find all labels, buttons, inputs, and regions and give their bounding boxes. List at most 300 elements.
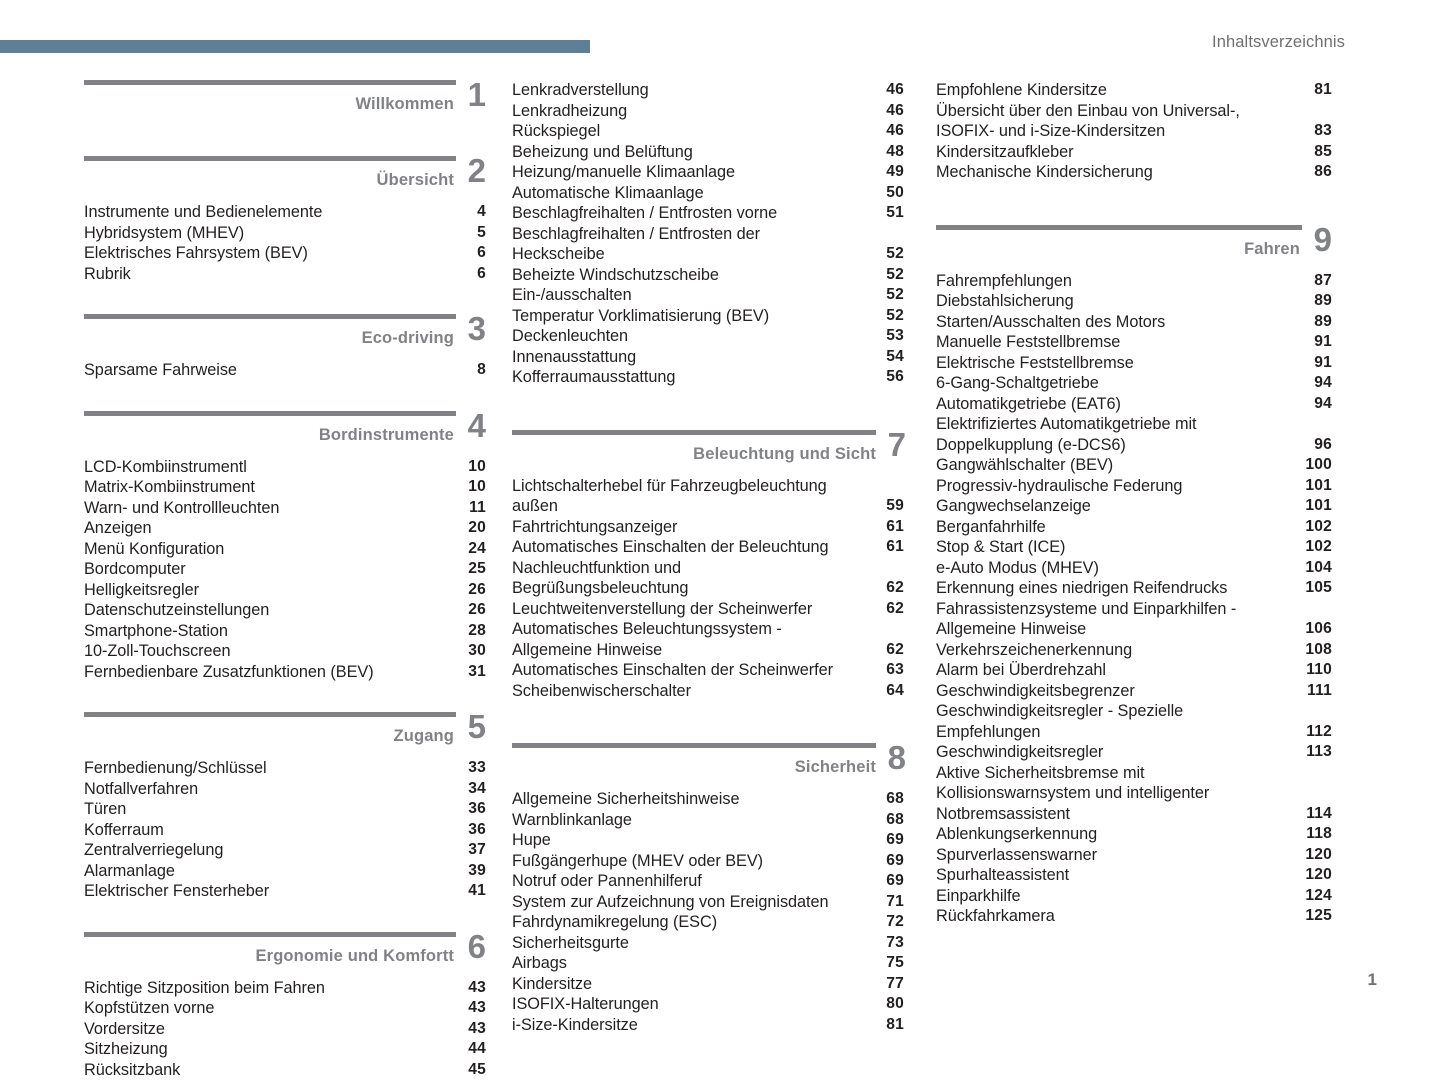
toc-entry-label: ISOFIX- und i-Size-Kindersitzen [936, 122, 1166, 140]
toc-section-number: 8 [887, 739, 906, 776]
toc-entry[interactable] [936, 804, 1332, 825]
toc-entry-page-number: 85 [1314, 142, 1332, 160]
toc-entry[interactable] [512, 619, 906, 640]
toc-entry-page-number: 48 [886, 142, 904, 160]
toc-entry-label: Alarm bei Überdrehzahl [936, 661, 1106, 679]
toc-entry-page-number: 94 [1314, 374, 1332, 391]
toc-entry-label: Empfohlene Kindersitze [936, 81, 1107, 99]
toc-entry-page-number: 10 [468, 478, 486, 495]
toc-entry-label: Beheizte Windschutzscheibe [512, 265, 719, 284]
toc-entry-label: Smartphone-Station [84, 621, 228, 640]
toc-entry-page-number: 61 [886, 538, 904, 555]
toc-entry[interactable] [84, 621, 486, 642]
toc-entry[interactable] [84, 641, 486, 662]
toc-entry-label: Fußgängerhupe (MHEV oder BEV) [512, 851, 764, 870]
toc-section [84, 927, 486, 1081]
toc-entry-label: Fahrtrichtungsanzeiger [512, 517, 678, 536]
toc-entry-page-number: 75 [886, 954, 904, 971]
toc-entry[interactable] [84, 223, 486, 244]
toc-entry-page-number: 4 [477, 203, 486, 220]
toc-entry-page-number: 61 [886, 517, 904, 535]
toc-entry-label: Automatisches Beleuchtungssystem - [512, 620, 782, 638]
toc-entry-label: Notbremsassistent [936, 804, 1070, 823]
toc-entry[interactable] [512, 953, 906, 974]
toc-entry-page-number: 44 [468, 1040, 486, 1057]
toc-entry-page-number: 69 [886, 831, 904, 848]
toc-entry-label: Allgemeine Hinweise [936, 620, 1087, 638]
toc-entry-label: Innenausstattung [512, 347, 637, 366]
toc-entry-page-number: 52 [886, 265, 904, 283]
toc-entry-page-number: 43 [468, 978, 486, 996]
toc-section-title: Ergonomie und Komfortt [255, 946, 454, 965]
toc-entry-page-number: 46 [886, 122, 904, 139]
toc-section-header[interactable] [84, 152, 486, 202]
toc-entry-page-number: 101 [1305, 476, 1332, 494]
toc-entry[interactable] [512, 517, 906, 538]
toc-entry[interactable] [936, 763, 1332, 784]
toc-section-number: 6 [467, 927, 486, 965]
toc-entry-page-number: 106 [1305, 620, 1332, 637]
toc-entry-page-number: 43 [468, 1019, 486, 1037]
toc-entry-page-number: 41 [468, 882, 486, 899]
toc-entry-page-number: 96 [1314, 435, 1332, 453]
toc-entry[interactable] [84, 799, 486, 820]
toc-entry-label: Türen [84, 800, 127, 818]
toc-entry[interactable] [512, 660, 906, 681]
toc-entry[interactable] [512, 142, 906, 163]
toc-entry-label: Zentralverriegelung [84, 841, 224, 859]
toc-entry-label: Lenkradverstellung [512, 81, 649, 99]
toc-entry-page-number: 72 [886, 913, 904, 930]
toc-entry[interactable] [512, 285, 906, 306]
toc-entry[interactable] [936, 742, 1332, 763]
toc-entry[interactable] [512, 537, 906, 558]
toc-entry-page-number: 68 [886, 810, 904, 828]
toc-section [512, 739, 906, 1035]
toc-entry-label: Sparsame Fahrweise [84, 361, 237, 379]
toc-entry-list [84, 457, 486, 683]
toc-entry[interactable] [84, 1060, 486, 1081]
toc-column-1 [84, 76, 486, 1080]
toc-entry-label: Allgemeine Hinweise [512, 640, 663, 659]
toc-entry[interactable] [84, 758, 486, 779]
toc-entry[interactable] [512, 367, 906, 388]
toc-entry[interactable] [512, 599, 906, 620]
toc-entry[interactable] [84, 498, 486, 519]
toc-entry[interactable] [84, 978, 486, 999]
toc-entry-label: Geschwindigkeitsregler [936, 743, 1104, 761]
toc-entry[interactable] [936, 886, 1332, 907]
toc-entry[interactable] [936, 906, 1332, 927]
toc-entry-label: Alarmanlage [84, 861, 175, 880]
toc-entry-page-number: 124 [1305, 886, 1332, 904]
toc-entry-page-number: 56 [886, 368, 904, 385]
toc-entry-page-number: 5 [477, 223, 486, 241]
toc-entry-label: Fahrassistenzsysteme und Einparkhilfen - [936, 599, 1237, 618]
toc-entry-label: Helligkeitsregler [84, 580, 199, 599]
toc-entry-page-number: 34 [468, 779, 486, 797]
toc-entry-page-number: 24 [468, 539, 486, 557]
toc-entry-page-number: 6 [477, 244, 486, 261]
toc-entry-label: Sitzheizung [84, 1040, 168, 1058]
toc-column-2 [512, 80, 906, 1035]
section-spacer [84, 381, 486, 411]
toc-entry-label: Fernbedienbare Zusatzfunktionen (BEV) [84, 662, 374, 681]
toc-entry[interactable] [84, 662, 486, 683]
toc-entry-list [84, 978, 486, 1081]
toc-entry[interactable] [512, 810, 906, 831]
toc-entry[interactable] [936, 353, 1332, 374]
toc-entry[interactable] [512, 203, 906, 224]
toc-entry[interactable] [512, 851, 906, 872]
toc-section-number: 7 [887, 425, 906, 463]
toc-entry[interactable] [512, 871, 906, 892]
toc-entry-list [84, 758, 486, 902]
toc-entry-page-number: 110 [1306, 661, 1332, 678]
section-spacer [84, 902, 486, 932]
toc-entry-page-number: 11 [469, 498, 486, 516]
toc-entry[interactable] [936, 824, 1332, 845]
toc-entry-label: Spurhalteassistent [936, 866, 1070, 884]
toc-entry[interactable] [936, 701, 1332, 722]
toc-entry[interactable] [936, 722, 1332, 743]
toc-section [84, 152, 486, 284]
toc-entry-label: Starten/Ausschalten des Motors [936, 312, 1166, 331]
toc-entry[interactable] [936, 291, 1332, 312]
toc-entry-label: Heizung/manuelle Klimaanlage [512, 163, 736, 181]
toc-entry-page-number: 105 [1305, 579, 1332, 596]
toc-entry[interactable] [936, 476, 1332, 497]
toc-entry[interactable] [512, 326, 906, 347]
toc-entry[interactable] [936, 455, 1332, 476]
toc-section-number: 2 [467, 152, 486, 189]
toc-entry[interactable] [512, 933, 906, 954]
toc-entry[interactable] [84, 820, 486, 841]
toc-entry[interactable] [84, 539, 486, 560]
toc-entry[interactable] [512, 306, 906, 327]
toc-entry-label: Manuelle Feststellbremse [936, 333, 1121, 351]
toc-entry[interactable] [936, 783, 1332, 804]
toc-entry-label: System zur Aufzeichnung von Ereignisdaten [512, 892, 829, 911]
toc-entry-label: Spurverlassenswarner [936, 845, 1097, 864]
toc-section [512, 425, 906, 702]
toc-entry-label: Aktive Sicherheitsbremse mit [936, 763, 1145, 782]
toc-entry[interactable] [512, 789, 906, 810]
toc-entry-label: außen [512, 497, 558, 515]
toc-entry-label: Hupe [512, 831, 551, 849]
toc-entry[interactable] [512, 121, 906, 142]
section-divider-rule [936, 225, 1302, 230]
toc-entry[interactable] [936, 640, 1332, 661]
section-spacer [84, 126, 486, 156]
toc-entry-label: Lenkradheizung [512, 101, 628, 120]
toc-entry[interactable] [512, 347, 906, 368]
toc-entry-label: Doppelkupplung (e-DCS6) [936, 435, 1126, 454]
toc-entry-label: Notfallverfahren [84, 779, 199, 798]
toc-entry-label: Anzeigen [84, 519, 152, 537]
toc-entry-label: Rubrik [84, 264, 131, 283]
toc-entry[interactable] [84, 457, 486, 478]
toc-entry[interactable] [936, 578, 1332, 599]
toc-entry-label: Deckenleuchten [512, 327, 629, 345]
toc-entry-label: Ein-/ausschalten [512, 286, 632, 304]
toc-entry-list [936, 271, 1332, 927]
toc-entry[interactable] [512, 912, 906, 933]
toc-entry[interactable] [936, 373, 1332, 394]
toc-entry-page-number: 77 [886, 974, 904, 992]
toc-entry[interactable] [512, 162, 906, 183]
toc-entry[interactable] [936, 517, 1332, 538]
toc-entry-page-number: 69 [886, 872, 904, 889]
toc-entry-page-number: 53 [886, 327, 904, 344]
toc-entry-page-number: 73 [886, 933, 904, 951]
toc-entry[interactable] [84, 477, 486, 498]
toc-entry-label: Rückfahrkamera [936, 907, 1055, 925]
toc-entry-page-number: 108 [1305, 640, 1332, 658]
toc-entry-label: Empfehlungen [936, 722, 1041, 741]
toc-entry-label: Automatisches Einschalten der Scheinwerfer [512, 661, 833, 679]
section-divider-rule [84, 411, 456, 416]
toc-entry-page-number: 37 [468, 841, 486, 858]
header-accent-bar [0, 40, 590, 53]
toc-entry[interactable] [84, 861, 486, 882]
toc-entry-page-number: 59 [886, 497, 904, 514]
toc-entry-label: Hybridsystem (MHEV) [84, 223, 245, 242]
toc-entry-page-number: 52 [886, 306, 904, 324]
toc-entry-label: Airbags [512, 954, 567, 972]
toc-section-header[interactable] [84, 310, 486, 360]
toc-entry-page-number: 28 [468, 621, 486, 639]
toc-entry[interactable] [936, 496, 1332, 517]
toc-entry-label: Fahrempfehlungen [936, 271, 1072, 290]
section-spacer [512, 388, 906, 430]
toc-entry-page-number: 10 [468, 457, 486, 475]
toc-entry[interactable] [936, 558, 1332, 579]
toc-entry-page-number: 43 [468, 999, 486, 1016]
toc-entry-label: Kollisionswarnsystem und intelligenter [936, 784, 1210, 802]
section-spacer [84, 682, 486, 712]
toc-section-number: 5 [467, 708, 486, 745]
toc-entry-label: Instrumente und Bedienelemente [84, 203, 323, 221]
toc-entry[interactable] [84, 243, 486, 264]
toc-entry-page-number: 120 [1305, 845, 1332, 863]
toc-entry-label: Lichtschalterhebel für Fahrzeugbeleuchtung [512, 476, 827, 495]
toc-section-title: Fahren [1244, 239, 1300, 258]
toc-entry-label: Kindersitzaufkleber [936, 142, 1074, 161]
toc-section-header[interactable] [84, 927, 486, 978]
toc-entry-label: 6-Gang-Schaltgetriebe [936, 374, 1099, 392]
section-spacer [84, 284, 486, 314]
toc-entry[interactable] [936, 599, 1332, 620]
toc-section-header[interactable] [512, 739, 906, 789]
toc-section-header[interactable] [512, 425, 906, 476]
toc-entry-label: Fernbedienung/Schlüssel [84, 759, 267, 777]
toc-entry-page-number: 118 [1306, 825, 1332, 842]
toc-entry[interactable] [84, 998, 486, 1019]
toc-entry-label: Rücksitzbank [84, 1060, 181, 1079]
toc-entry[interactable] [936, 142, 1332, 163]
toc-entry[interactable] [84, 881, 486, 902]
toc-entry-label: Fahrdynamikregelung (ESC) [512, 913, 718, 931]
toc-entry-label: Warnblinkanlage [512, 810, 632, 829]
toc-entry-page-number: 62 [886, 640, 904, 658]
section-spacer [936, 183, 1332, 225]
toc-entry-page-number: 112 [1306, 722, 1332, 740]
toc-entry-label: Automatisches Einschalten der Beleuchtung [512, 538, 829, 556]
toc-entry[interactable] [84, 840, 486, 861]
toc-entry-page-number: 25 [468, 560, 486, 577]
toc-entry-list-continued [936, 80, 1332, 183]
toc-section-title: Eco-driving [361, 329, 454, 347]
toc-entry[interactable] [512, 80, 906, 101]
toc-entry[interactable] [84, 779, 486, 800]
toc-section-title: Beleuchtung und Sicht [693, 444, 876, 463]
toc-entry-label: Elektrischer Fensterheber [84, 882, 270, 900]
toc-section-header[interactable] [84, 76, 486, 126]
toc-entry[interactable] [84, 580, 486, 601]
toc-entry[interactable] [512, 496, 906, 517]
toc-entry-page-number: 62 [886, 579, 904, 596]
toc-entry-label: Beschlagfreihalten / Entfrosten vorne [512, 204, 778, 222]
toc-entry-label: Diebstahlsicherung [936, 292, 1074, 310]
toc-entry-label: Kofferraum [84, 820, 164, 839]
section-spacer [512, 701, 906, 743]
toc-entry[interactable] [84, 264, 486, 285]
toc-entry-page-number: 87 [1314, 271, 1332, 289]
toc-entry-label: Automatikgetriebe (EAT6) [936, 394, 1121, 413]
toc-section-header[interactable] [84, 406, 486, 457]
toc-entry[interactable] [512, 974, 906, 995]
toc-entry[interactable] [84, 518, 486, 539]
toc-entry-page-number: 81 [1314, 81, 1332, 98]
toc-section-title: Willkommen [355, 95, 454, 113]
page-title: Inhaltsverzeichnis [1212, 33, 1345, 51]
toc-entry[interactable] [936, 121, 1332, 142]
toc-entry-page-number: 81 [886, 1015, 904, 1033]
section-divider-rule [84, 932, 456, 937]
toc-entry[interactable] [936, 271, 1332, 292]
toc-entry[interactable] [936, 80, 1332, 101]
toc-entry[interactable] [512, 578, 906, 599]
toc-entry[interactable] [936, 394, 1332, 415]
toc-entry-page-number: 102 [1305, 538, 1332, 555]
toc-entry[interactable] [936, 414, 1332, 435]
toc-entry-page-number: 91 [1314, 353, 1332, 371]
toc-section [84, 406, 486, 683]
toc-entry[interactable] [512, 224, 906, 245]
toc-entry-label: Gangwechselanzeige [936, 497, 1091, 515]
toc-entry[interactable] [936, 681, 1332, 702]
toc-entry[interactable] [84, 600, 486, 621]
toc-entry-page-number: 83 [1314, 122, 1332, 139]
toc-entry-page-number: 62 [886, 599, 904, 617]
toc-section-title: Übersicht [376, 171, 454, 189]
toc-entry-label: i-Size-Kindersitze [512, 1015, 638, 1034]
toc-entry-page-number: 86 [1314, 163, 1332, 180]
toc-entry[interactable] [936, 845, 1332, 866]
toc-section-header[interactable] [84, 708, 486, 758]
toc-entry[interactable] [936, 332, 1332, 353]
toc-entry[interactable] [936, 101, 1332, 122]
toc-entry[interactable] [512, 101, 906, 122]
toc-entry[interactable] [512, 892, 906, 913]
toc-entry-label: Beschlagfreihalten / Entfrosten der [512, 224, 761, 243]
toc-entry[interactable] [512, 476, 906, 497]
toc-entry-label: Sicherheitsgurte [512, 933, 629, 952]
toc-entry-label: Heckscheibe [512, 245, 605, 263]
toc-entry-label: Temperatur Vorklimatisierung (BEV) [512, 306, 770, 325]
toc-entry[interactable] [84, 1039, 486, 1060]
toc-entry-label: Nachleuchtfunktion und [512, 558, 682, 577]
toc-entry[interactable] [936, 660, 1332, 681]
toc-entry[interactable] [512, 558, 906, 579]
toc-entry[interactable] [512, 244, 906, 265]
toc-column-3 [936, 80, 1332, 927]
toc-entry-page-number: 101 [1305, 497, 1332, 514]
toc-entry[interactable] [936, 619, 1332, 640]
toc-entry[interactable] [936, 162, 1332, 183]
toc-entry[interactable] [512, 183, 906, 204]
toc-entry-page-number: 26 [468, 580, 486, 598]
toc-entry[interactable] [936, 537, 1332, 558]
toc-entry-label: Beheizung und Belüftung [512, 142, 693, 161]
toc-entry[interactable] [512, 830, 906, 851]
toc-entry[interactable] [84, 559, 486, 580]
toc-entry-page-number: 125 [1305, 907, 1332, 924]
toc-entry-label: ISOFIX-Halterungen [512, 995, 659, 1013]
toc-entry-list [84, 202, 486, 284]
toc-entry-list [512, 789, 906, 1035]
toc-entry[interactable] [84, 202, 486, 223]
toc-entry-label: Kofferraumausstattung [512, 368, 676, 386]
page-number: 1 [1367, 970, 1377, 989]
toc-entry[interactable] [512, 640, 906, 661]
toc-entry[interactable] [84, 360, 486, 381]
toc-entry-page-number: 94 [1314, 394, 1332, 412]
toc-section-header[interactable] [936, 220, 1332, 271]
toc-entry-page-number: 45 [468, 1060, 486, 1078]
toc-entry-page-number: 30 [468, 642, 486, 659]
toc-entry[interactable] [84, 1019, 486, 1040]
toc-entry-label: Erkennung eines niedrigen Reifendrucks [936, 579, 1228, 597]
toc-entry-label: Progressiv-hydraulische Federung [936, 476, 1183, 495]
toc-entry-page-number: 8 [477, 361, 486, 378]
toc-entry-label: Verkehrszeichenerkennung [936, 640, 1133, 659]
toc-entry-label: Warn- und Kontrollleuchten [84, 498, 280, 517]
section-divider-rule [84, 314, 456, 319]
toc-entry-label: Gangwählschalter (BEV) [936, 456, 1114, 474]
toc-entry-label: Rückspiegel [512, 122, 601, 140]
toc-entry[interactable] [936, 435, 1332, 456]
toc-entry-page-number: 51 [886, 204, 904, 221]
toc-entry-label: Kindersitze [512, 974, 592, 993]
toc-section-number: 1 [467, 76, 486, 113]
section-divider-rule [512, 743, 876, 748]
toc-entry-label: Richtige Sitzposition beim Fahren [84, 978, 325, 997]
toc-entry[interactable] [512, 681, 906, 702]
toc-entry[interactable] [512, 994, 906, 1015]
toc-entry[interactable] [512, 265, 906, 286]
toc-entry[interactable] [936, 865, 1332, 886]
toc-entry[interactable] [936, 312, 1332, 333]
toc-entry-label: 10-Zoll-Touchscreen [84, 642, 231, 660]
toc-entry-label: Übersicht über den Einbau von Universal-, [936, 101, 1240, 120]
toc-entry-label: Ablenkungserkennung [936, 825, 1098, 843]
toc-entry-label: Bordcomputer [84, 560, 186, 578]
toc-entry-page-number: 49 [886, 163, 904, 180]
toc-entry-page-number: 36 [468, 800, 486, 817]
toc-entry-list [84, 360, 486, 381]
